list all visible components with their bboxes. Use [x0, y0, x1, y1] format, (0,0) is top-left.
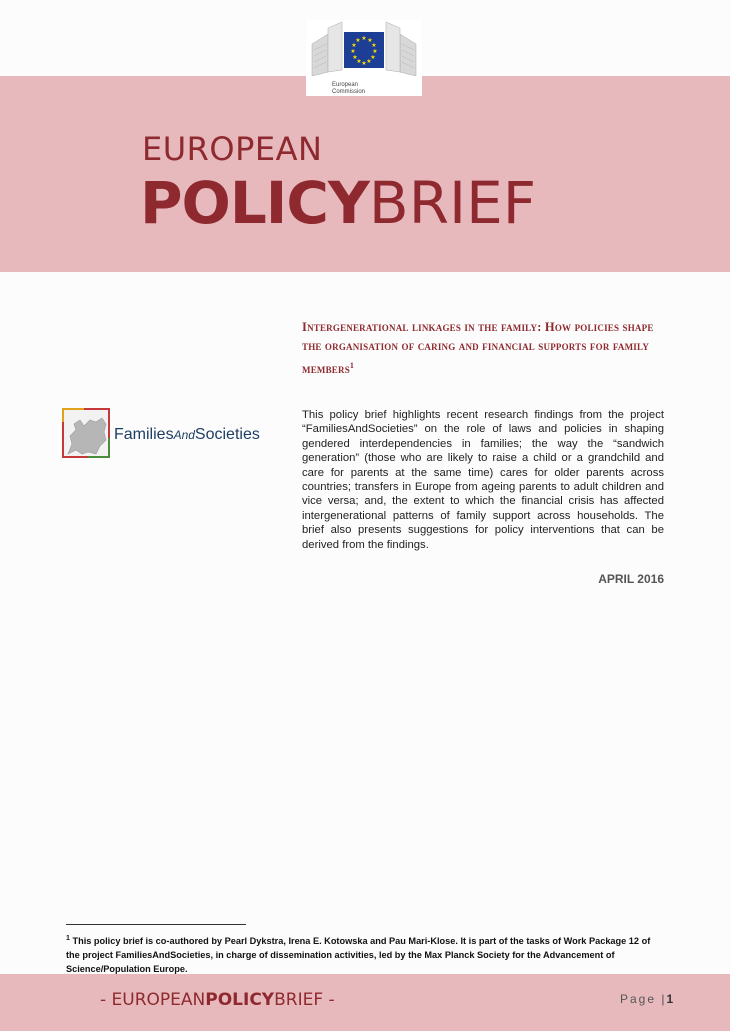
- publication-date: APRIL 2016: [598, 572, 664, 586]
- logo-text-families: Families: [114, 426, 174, 443]
- svg-text:★: ★: [370, 54, 376, 61]
- commission-logo-label: [332, 82, 392, 96]
- footer-brand: [100, 990, 335, 1010]
- svg-text:★: ★: [355, 37, 361, 44]
- svg-text:★: ★: [350, 48, 356, 55]
- european-commission-logo: [306, 20, 422, 96]
- brief-title-text: Intergenerational linkages in the family: How policies shape the organisation of caring and financial supports for family members: [302, 320, 654, 377]
- header-brief: BRIEF: [368, 169, 537, 237]
- families-and-societies-logo: [62, 408, 262, 460]
- svg-text:★: ★: [351, 42, 357, 49]
- logo-label-line2: Commission: [332, 89, 366, 95]
- partner-logo-text: [114, 426, 260, 444]
- footnote: [66, 932, 666, 976]
- footnote-text: This policy brief is co-authored by Pearl Dykstra, Irena E. Kotowska and Pau Mari-Klose. It is part of the tasks of Work Package 12 of the project FamiliesAndSocieties, in charge of dissemination activities, led by the Max Planck Society for the Advancement of Science/Population Europe.: [66, 936, 651, 975]
- svg-text:★: ★: [352, 54, 358, 61]
- header-policy: POLICY: [140, 169, 369, 237]
- logo-text-societies: Societies: [194, 426, 260, 443]
- page-label: Page |: [620, 992, 667, 1006]
- europe-map-icon: [62, 408, 110, 458]
- svg-text:★: ★: [371, 42, 377, 49]
- commission-building-icon: [306, 20, 422, 80]
- footer-prefix: - EUROPEAN: [100, 990, 206, 1010]
- svg-text:★: ★: [361, 60, 367, 67]
- svg-text:★: ★: [361, 35, 367, 42]
- header-european: EUROPEAN: [142, 130, 323, 168]
- footer-policy: POLICY: [205, 990, 275, 1010]
- svg-text:★: ★: [372, 48, 378, 55]
- brief-summary: This policy brief highlights recent research findings from the project “FamiliesAndSocieties” on the role of laws and policies in shaping gendered interdependencies in families; the way the “sandwich generation” (those who are likely to raise a child or a grandchild and care for parents at the same time) cares for older parents across countries; transfers in Europe from ageing parents to adult children and vice versa; and, the extent to which the financial crisis has affected intergenerational patterns of family support across households. The brief also presents suggestions for policy interventions that can be derived from the findings.: [302, 409, 664, 551]
- logo-label-line1: European: [332, 82, 359, 88]
- brief-title: [302, 318, 662, 379]
- svg-text:★: ★: [366, 58, 372, 65]
- svg-text:★: ★: [356, 58, 362, 65]
- page-number: [620, 992, 675, 1006]
- svg-text:★: ★: [367, 37, 373, 44]
- footnote-divider: [66, 924, 246, 925]
- header-policy-brief: [140, 168, 536, 238]
- logo-text-and: And: [173, 428, 195, 442]
- footer-suffix: BRIEF -: [274, 990, 335, 1010]
- page-number-value: 1: [666, 992, 676, 1006]
- footnote-reference: 1: [349, 361, 355, 370]
- footnote-marker: 1: [66, 935, 70, 942]
